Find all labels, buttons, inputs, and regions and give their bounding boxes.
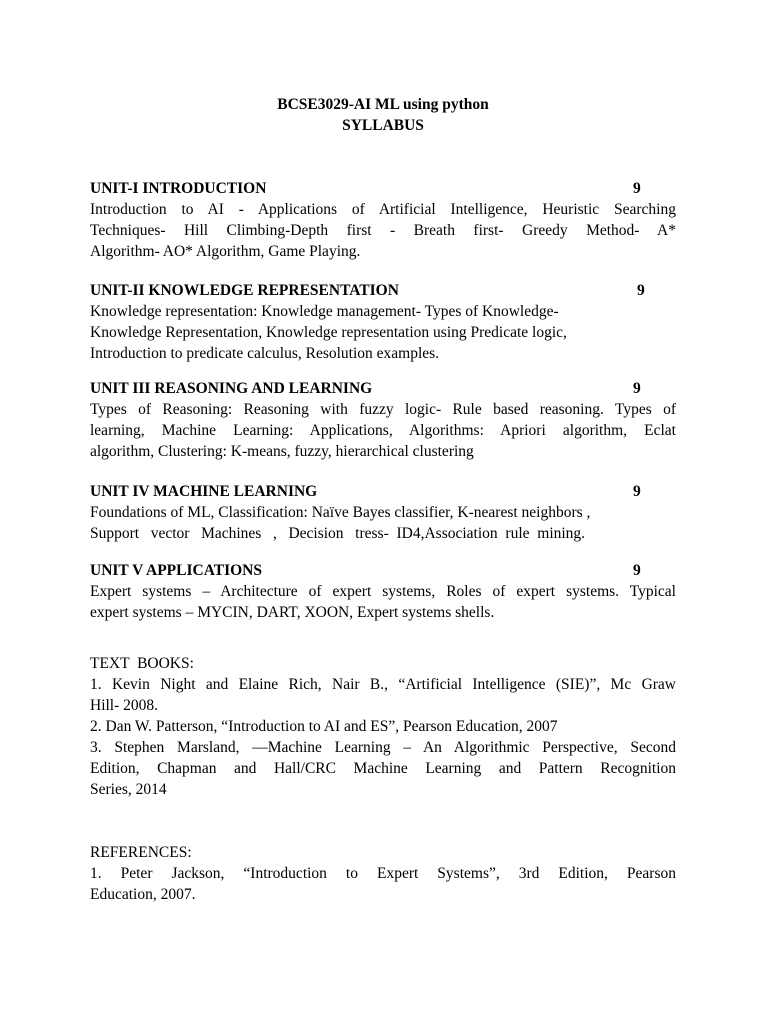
text-line: Introduction to predicate calculus, Resolution examples. (90, 345, 440, 362)
unit-description (90, 581, 676, 623)
syllabus-page (90, 94, 676, 905)
course-title: BCSE3029-AI ML using python (277, 96, 489, 113)
unit-1 (90, 178, 676, 262)
unit-description (90, 301, 676, 364)
text-line: 1. Kevin Night and Elaine Rich, Nair B., “Artificial Intelligence (SIE)”, Mc Graw (90, 676, 676, 693)
unit-title: UNIT III REASONING AND LEARNING (90, 380, 373, 397)
document-title (90, 94, 676, 136)
text-line: learning, Machine Learning: Applications, Algorithms: Apriori algorithm, Eclat (90, 422, 676, 439)
text-line: Expert systems – Architecture of expert systems, Roles of expert systems. Typical (90, 583, 676, 600)
unit-hours: 9 (633, 380, 641, 397)
unit-4 (90, 481, 676, 544)
unit-description (90, 399, 676, 462)
text-line: Education, 2007. (90, 886, 196, 903)
syllabus-heading: SYLLABUS (342, 117, 424, 134)
unit-2 (90, 280, 676, 364)
unit-heading (90, 560, 676, 581)
text-line: Edition, Chapman and Hall/CRC Machine Learning and Pattern Recognition (90, 760, 676, 777)
unit-hours: 9 (633, 180, 641, 197)
unit-heading (90, 378, 676, 399)
unit-heading (90, 481, 676, 502)
unit-description (90, 199, 676, 262)
unit-heading (90, 178, 676, 199)
text-line: Foundations of ML, Classification: Naïve Bayes classifier, K-nearest neighbors , (90, 504, 591, 521)
references-heading: REFERENCES: (90, 844, 192, 861)
unit-title: UNIT IV MACHINE LEARNING (90, 483, 318, 500)
unit-hours: 9 (633, 562, 641, 579)
text-line: Series, 2014 (90, 781, 167, 798)
unit-title: UNIT V APPLICATIONS (90, 562, 262, 579)
unit-3 (90, 378, 676, 462)
unit-hours: 9 (633, 483, 641, 500)
unit-hours: 9 (637, 282, 645, 299)
text-line: algorithm, Clustering: K-means, fuzzy, hierarchical clustering (90, 443, 474, 460)
unit-5 (90, 560, 676, 623)
text-line: expert systems – MYCIN, DART, XOON, Expert systems shells. (90, 604, 495, 621)
text-line: Algorithm- AO* Algorithm, Game Playing. (90, 243, 361, 260)
unit-title: UNIT-I INTRODUCTION (90, 180, 267, 197)
unit-title: UNIT-II KNOWLEDGE REPRESENTATION (90, 282, 399, 299)
text-line: 3. Stephen Marsland, —Machine Learning – An Algorithmic Perspective, Second (90, 739, 676, 756)
text-line: Hill- 2008. (90, 697, 159, 714)
unit-heading (90, 280, 676, 301)
unit-description (90, 502, 676, 544)
references-section (90, 842, 676, 905)
text-line: Support vector Machines , Decision tress- ID4,Association rule mining. (90, 525, 586, 542)
text-books-section (90, 653, 676, 800)
text-line: Knowledge Representation, Knowledge representation using Predicate logic, (90, 324, 567, 341)
text-line: Knowledge representation: Knowledge management- Types of Knowledge- (90, 303, 559, 320)
text-line: 2. Dan W. Patterson, “Introduction to AI and ES”, Pearson Education, 2007 (90, 718, 558, 735)
text-line: Techniques- Hill Climbing-Depth first - Breath first- Greedy Method- A* (90, 222, 676, 239)
text-books-heading: TEXT BOOKS: (90, 655, 194, 672)
text-line: Types of Reasoning: Reasoning with fuzzy logic- Rule based reasoning. Types of (90, 401, 676, 418)
text-line: 1. Peter Jackson, “Introduction to Expert Systems”, 3rd Edition, Pearson (90, 865, 676, 882)
text-line: Introduction to AI - Applications of Artificial Intelligence, Heuristic Searching (90, 201, 676, 218)
